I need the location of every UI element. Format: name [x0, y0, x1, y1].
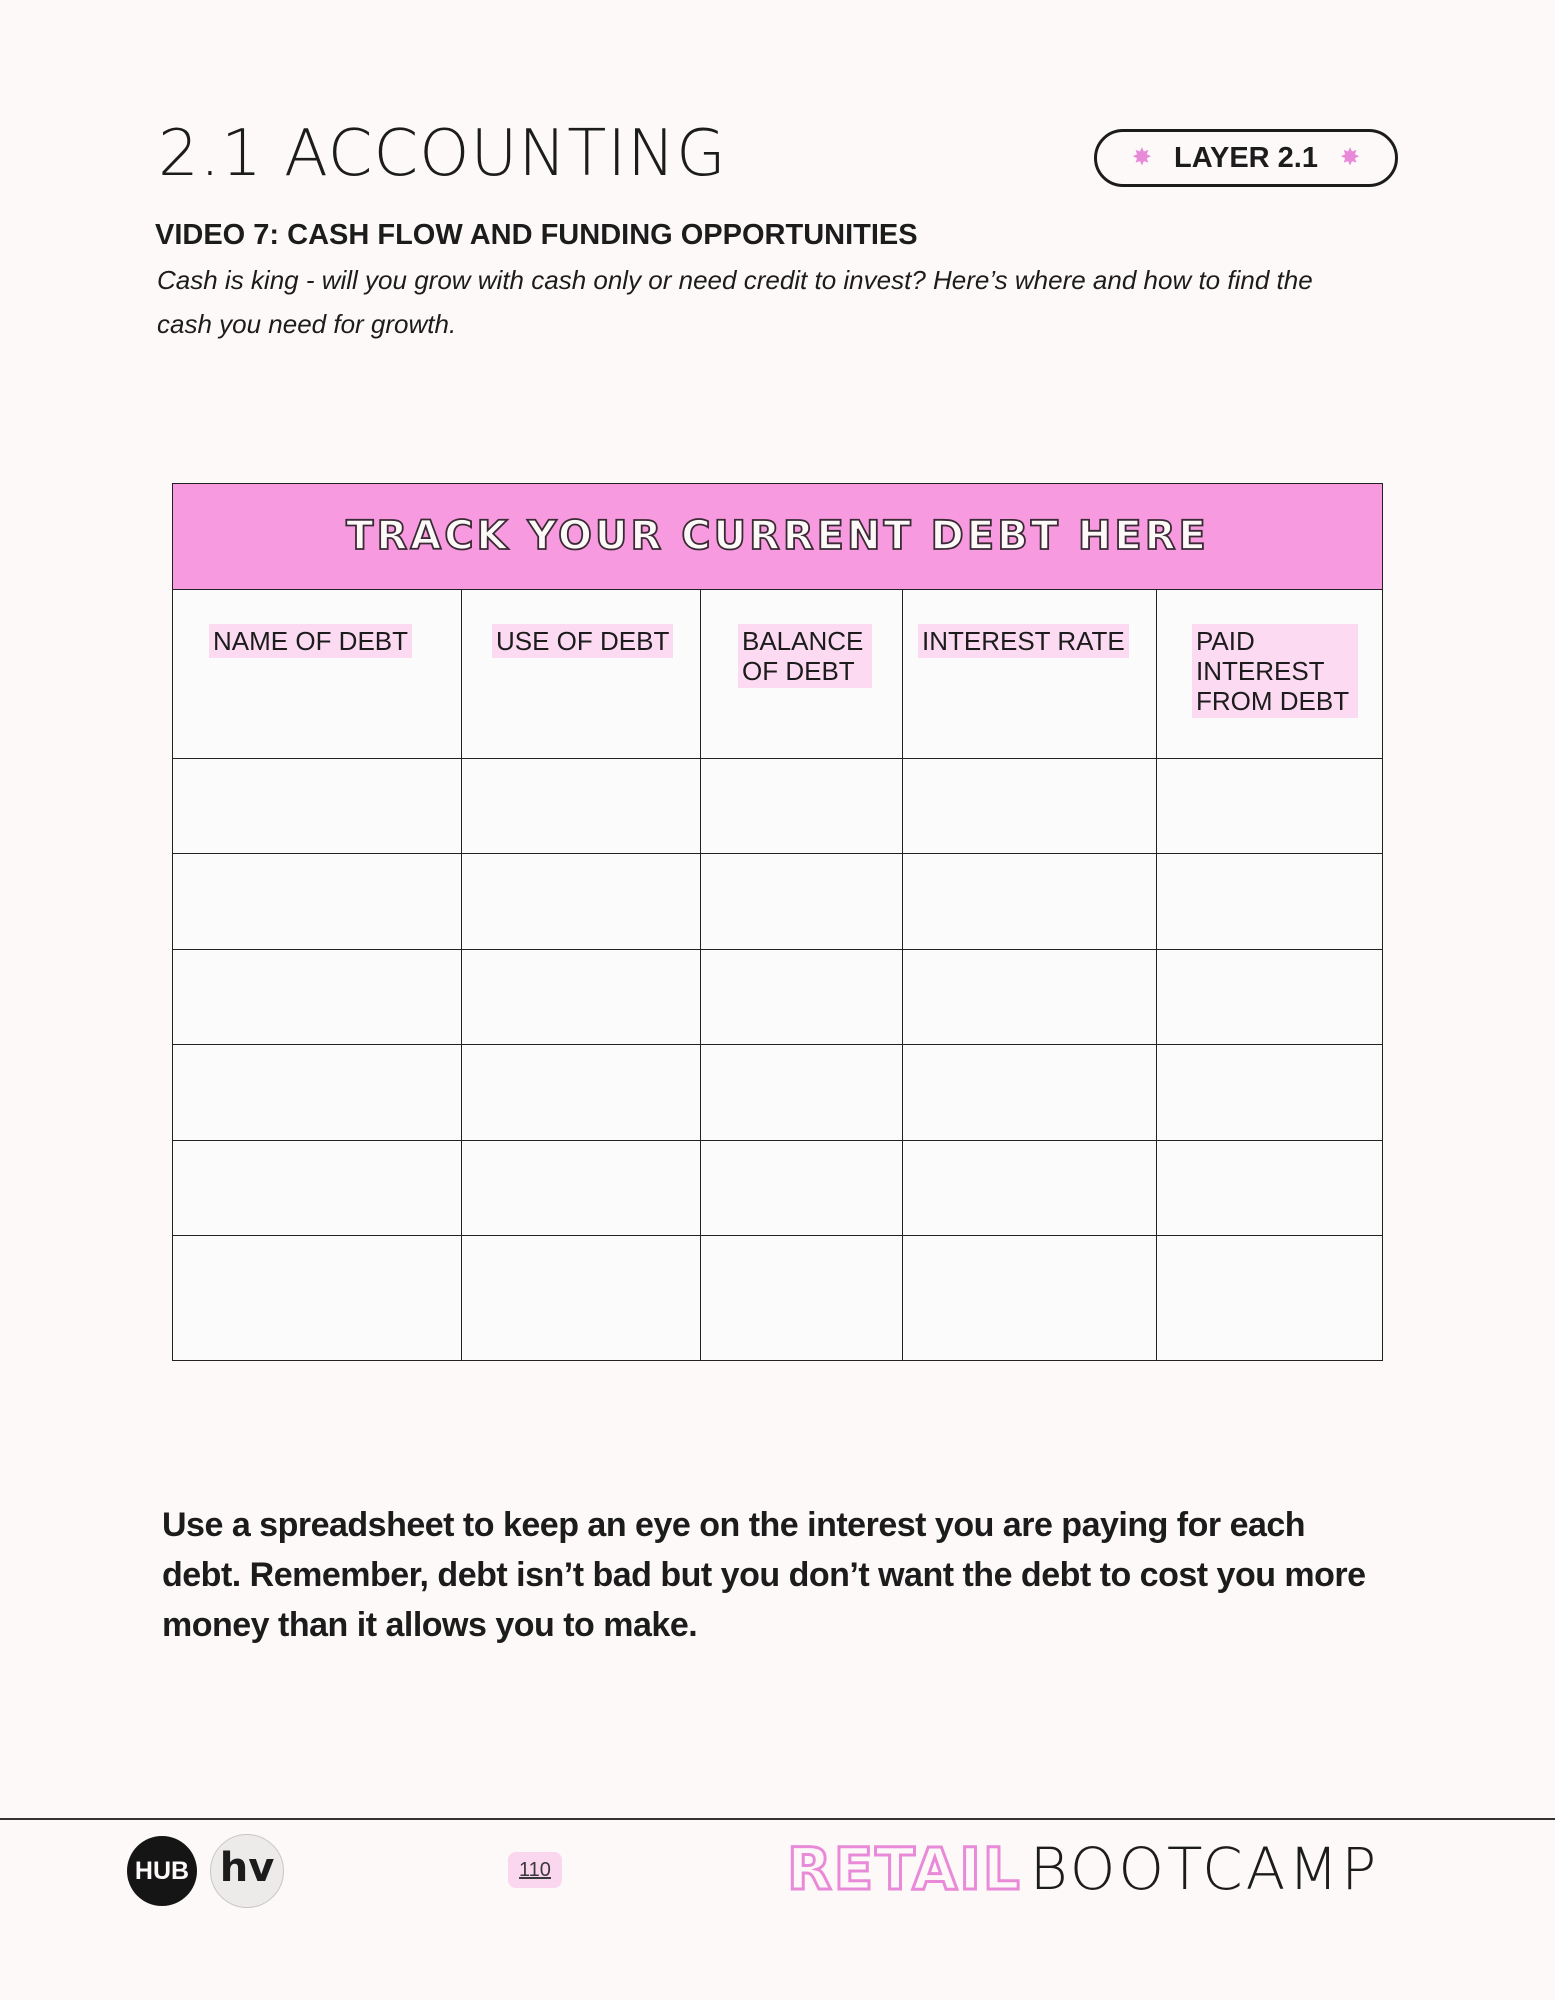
layer-badge-label: LAYER 2.1 [1174, 141, 1318, 174]
hub-logo: HUB [127, 1836, 197, 1906]
table-cell[interactable] [462, 854, 701, 949]
table-cell[interactable] [903, 949, 1157, 1044]
page-title: 2.1 ACCOUNTING [158, 117, 727, 191]
table-cell[interactable] [1157, 949, 1383, 1044]
table-cell[interactable] [462, 759, 701, 854]
brand-wordmark [787, 1835, 1380, 1903]
table-row [173, 949, 1383, 1044]
table-banner-text: TRACK YOUR CURRENT DEBT HERE [346, 513, 1209, 560]
table-row [173, 759, 1383, 854]
table-cell[interactable] [462, 1140, 701, 1235]
spreadsheet-note: Use a spreadsheet to keep an eye on the interest you are paying for each debt. Remember, debt isn’t bad but you don’t want the debt to cost you more money than it allows you to make. [162, 1506, 1366, 1644]
sparkle-icon: ✸ [1340, 144, 1361, 171]
table-cell[interactable] [1157, 854, 1383, 949]
table-cell[interactable] [173, 759, 462, 854]
table-cell[interactable] [701, 1045, 903, 1140]
column-header-label: PAID INTEREST FROM DEBT [1192, 624, 1358, 718]
footer-divider [0, 1818, 1555, 1820]
table-cell[interactable] [173, 1140, 462, 1235]
table-row [173, 854, 1383, 949]
video-heading: VIDEO 7: CASH FLOW AND FUNDING OPPORTUNITIES [155, 219, 918, 251]
column-header-label: USE OF DEBT [492, 624, 673, 658]
table-cell[interactable] [1157, 1045, 1383, 1140]
column-header-interest-rate [903, 589, 1157, 759]
layer-badge [1094, 129, 1398, 187]
table-cell[interactable] [1157, 759, 1383, 854]
table-cell[interactable] [173, 949, 462, 1044]
table-cell[interactable] [462, 1045, 701, 1140]
column-header-paid-interest [1157, 589, 1383, 759]
column-header-use-of-debt [462, 589, 701, 759]
table-cell[interactable] [173, 1236, 462, 1361]
table-cell[interactable] [701, 854, 903, 949]
column-header-label: BALANCE OF DEBT [738, 624, 872, 688]
table-banner [173, 484, 1383, 590]
table-cell[interactable] [701, 1236, 903, 1361]
table-cell[interactable] [462, 949, 701, 1044]
table-cell[interactable] [903, 1140, 1157, 1235]
table-cell[interactable] [903, 1236, 1157, 1361]
table-cell[interactable] [701, 1140, 903, 1235]
debt-tracker-table [172, 483, 1383, 1361]
sparkle-icon: ✸ [1131, 144, 1152, 171]
column-header-label: INTEREST RATE [918, 624, 1129, 658]
table-cell[interactable] [903, 1045, 1157, 1140]
table-row [173, 1045, 1383, 1140]
brand-bootcamp: BOOTCAMP [1029, 1835, 1380, 1903]
table-cell[interactable] [462, 1236, 701, 1361]
page-number[interactable]: 110 [508, 1852, 562, 1888]
table-cell[interactable] [1157, 1236, 1383, 1361]
column-header-label: NAME OF DEBT [209, 624, 412, 658]
column-header-name-of-debt [173, 589, 462, 759]
table-cell[interactable] [701, 949, 903, 1044]
hv-logo: hv [210, 1834, 284, 1908]
table-cell[interactable] [903, 759, 1157, 854]
table-cell[interactable] [701, 759, 903, 854]
table-cell[interactable] [1157, 1140, 1383, 1235]
table-row [173, 1236, 1383, 1361]
video-description: Cash is king - will you grow with cash only or need credit to invest? Here’s where and how to find the cash you need for growth. [157, 265, 1313, 339]
table-cell[interactable] [173, 1045, 462, 1140]
table-row [173, 1140, 1383, 1235]
table-cell[interactable] [903, 854, 1157, 949]
table-cell[interactable] [173, 854, 462, 949]
brand-retail: RETAIL [787, 1835, 1022, 1903]
column-header-balance-of-debt [701, 589, 903, 759]
